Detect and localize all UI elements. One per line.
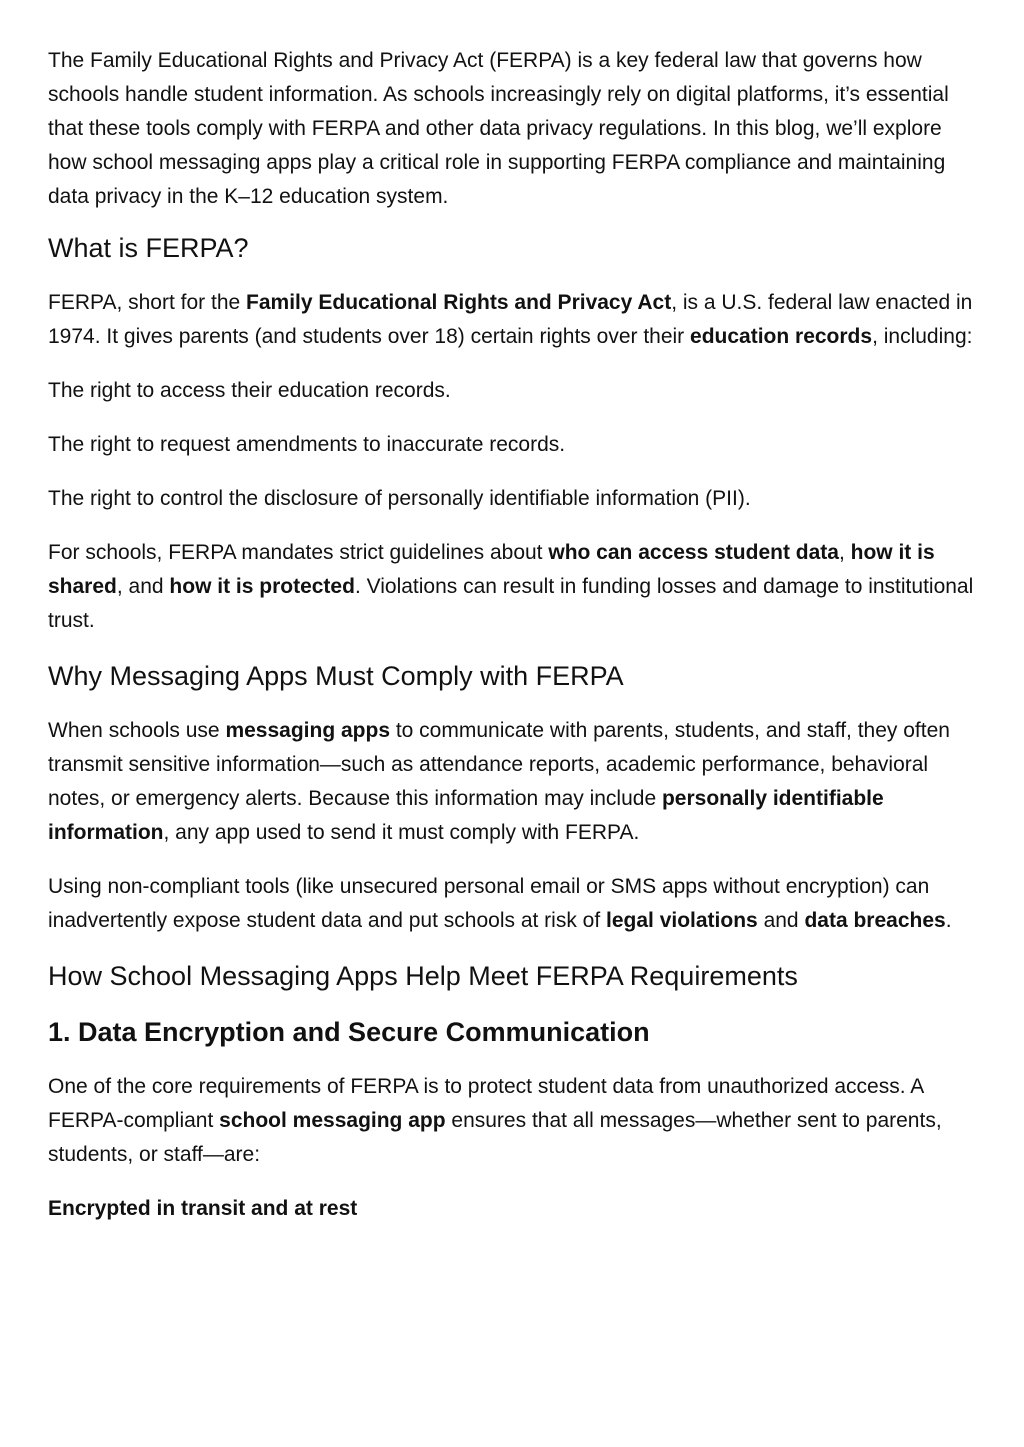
bold-run: who can access student data [548,541,839,564]
bold-run: education records [690,325,873,348]
non-compliant-tools-paragraph [48,870,976,938]
text-run: , [838,541,851,564]
bold-run: school messaging app [219,1109,446,1132]
intro-paragraph: The Family Educational Rights and Privacy Act (FERPA) is a key federal law that governs how schools handle student information. As schools increasingly rely on digital platforms, it’s essential that these tools comply with FERPA and other data privacy regulations. In this blog, we’ll explore how school messaging apps play a critical role in supporting FERPA compliance and maintaining data privacy in the K–12 education system. [48,49,949,208]
text-run: . [945,909,952,932]
text-run: . Violations can result in funding losses and damage to institutional trust. [48,575,974,632]
text-run: to communicate with parents, students, and staff, they often transmit sensitive information—such as attendance reports, academic performance, behavioral notes, or emergency alerts. Because this information may include [48,719,950,810]
bold-run: Encrypted in transit and at rest [48,1197,358,1220]
text-run: FERPA, short for the [48,291,247,314]
messaging-apps-paragraph [48,714,976,850]
text-run: and [757,909,805,932]
encryption-paragraph [48,1070,976,1172]
heading-what-is-ferpa: What is FERPA? [48,233,249,263]
text-run: One of the core requirements of FERPA is to protect student data from unauthorized access. A FERPA-compliant [48,1075,924,1132]
bold-run: how it is shared [48,541,935,598]
text-run: , any app used to send it must comply with FERPA. [163,821,640,844]
bold-run: personally identifiable information [48,787,884,844]
bold-run: data breaches [804,909,946,932]
text-run: , including: [872,325,973,348]
bold-run: Family Educational Rights and Privacy Act [246,291,672,314]
right-item: The right to control the disclosure of personally identifiable information (PII). [48,487,751,510]
right-item: The right to access their education records. [48,379,451,402]
right-item: The right to request amendments to inaccurate records. [48,433,566,456]
bold-run: messaging apps [225,719,390,742]
text-run: When schools use [48,719,226,742]
text-run: , is a U.S. federal law enacted in 1974. It gives parents (and students over 18) certain rights over their [48,291,973,348]
bold-run: how it is protected [169,575,355,598]
school-guidelines-paragraph [48,536,976,638]
subheading-data-encryption: 1. Data Encryption and Secure Communication [48,1017,650,1047]
bold-run: legal violations [606,909,758,932]
text-run: For schools, FERPA mandates strict guidelines about [48,541,549,564]
heading-how-apps-help: How School Messaging Apps Help Meet FERPA Requirements [48,961,798,991]
encrypted-transit-line [48,1192,976,1226]
ferpa-definition-paragraph [48,286,976,354]
text-run: Using non-compliant tools (like unsecured personal email or SMS apps without encryption) can inadvertently expose student data and put schools at risk of [48,875,930,932]
text-run: ensures that all messages—whether sent to parents, students, or staff—are: [48,1109,942,1166]
text-run: , and [116,575,170,598]
heading-why-messaging-apps: Why Messaging Apps Must Comply with FERPA [48,661,624,691]
